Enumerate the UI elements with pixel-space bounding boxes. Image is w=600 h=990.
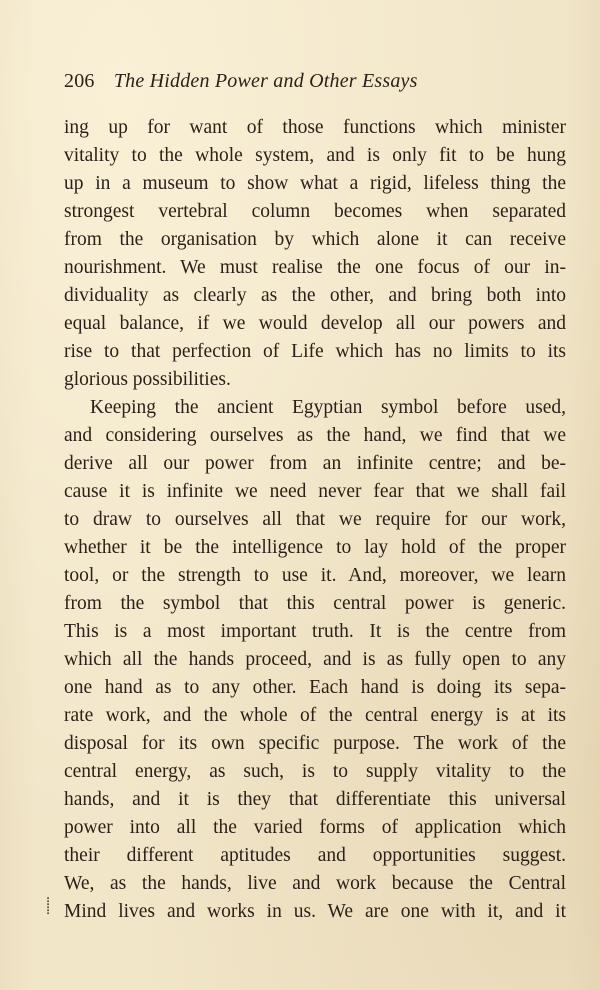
text-line: ing up for want of those functions which minister (64, 117, 566, 138)
text-line: hands, and it is they that differentiate this universal (64, 789, 566, 810)
margin-mark: ⸽ (46, 898, 51, 915)
text-line: derive all our power from an infinite centre; and be- (64, 453, 566, 474)
text-line: tool, or the strength to use it. And, moreover, we learn (64, 565, 566, 586)
text-line: Mind lives and works in us. We are one with it, and it (64, 901, 566, 922)
text-line: their different aptitudes and opportunities suggest. (64, 845, 566, 866)
text-line: cause it is infinite we need never fear that we shall fail (64, 481, 566, 502)
running-title: The Hidden Power and Other Essays (113, 70, 418, 92)
text-line: one hand as to any other. Each hand is doing its sepa- (64, 677, 566, 698)
text-line: power into all the varied forms of application which (64, 817, 566, 838)
body-text (64, 114, 566, 926)
text-line: We, as the hands, live and work because the Central (64, 873, 566, 894)
text-line: up in a museum to show what a rigid, lifeless thing the (64, 173, 566, 194)
text-line: nourishment. We must realise the one focus of our in- (64, 257, 566, 278)
text-line: central energy, as such, is to supply vitality to the (64, 761, 566, 782)
text-line: to draw to ourselves all that we require for our work, (64, 509, 566, 530)
text-line: vitality to the whole system, and is only fit to be hung (64, 145, 566, 166)
paragraph-end-line: glorious possibilities. (64, 369, 231, 390)
text-line: equal balance, if we would develop all our powers and (64, 313, 566, 334)
text-line: and considering ourselves as the hand, we find that we (64, 425, 566, 446)
text-line: strongest vertebral column becomes when separated (64, 201, 566, 222)
text-line: disposal for its own specific purpose. The work of the (64, 733, 566, 754)
text-line: dividuality as clearly as the other, and bring both into (64, 285, 566, 306)
page-number: 206 (64, 70, 95, 92)
text-line: from the symbol that this central power is generic. (64, 593, 566, 614)
text-line: whether it be the intelligence to lay hold of the proper (64, 537, 566, 558)
paragraph-start-line: Keeping the ancient Egyptian symbol before used, (90, 397, 566, 418)
text-line: from the organisation by which alone it can receive (64, 229, 566, 250)
page-header (64, 66, 504, 96)
text-line: This is a most important truth. It is the centre from (64, 621, 566, 642)
text-line: rise to that perfection of Life which has no limits to its (64, 341, 566, 362)
text-line: rate work, and the whole of the central energy is at its (64, 705, 566, 726)
text-line: which all the hands proceed, and is as fully open to any (64, 649, 566, 670)
